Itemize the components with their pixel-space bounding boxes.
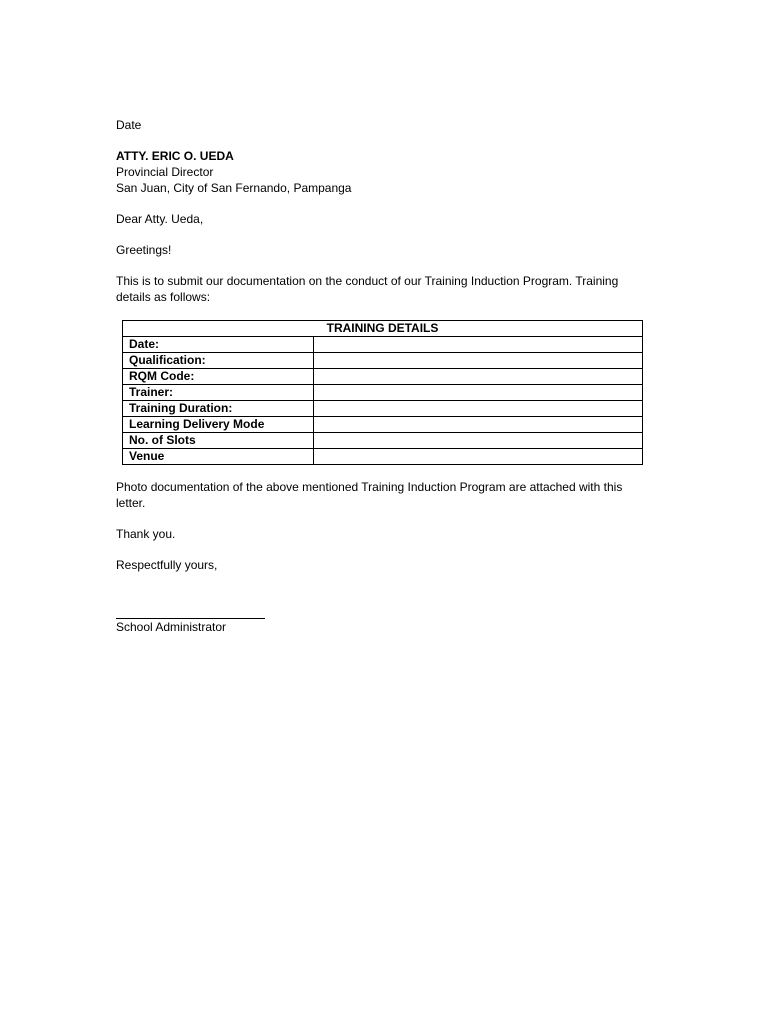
- complimentary-close: Respectfully yours,: [116, 558, 218, 572]
- table-row: [123, 337, 643, 353]
- recipient-position: Provincial Director: [116, 165, 214, 179]
- row-label-date: Date:: [123, 337, 314, 353]
- spacer: [116, 542, 656, 557]
- row-label-rqm-code: RQM Code:: [123, 369, 314, 385]
- table-row: [123, 433, 643, 449]
- spacer: [116, 133, 656, 148]
- date-label: Date: [116, 118, 142, 132]
- row-value-venue: [314, 449, 643, 465]
- intro-paragraph: This is to submit our documentation on the conduct of our Training Induction Program. Training details as follows:: [116, 274, 619, 304]
- greeting: Greetings!: [116, 243, 172, 257]
- spacer: [116, 227, 656, 242]
- letter-page: [116, 117, 656, 635]
- row-value-date: [314, 337, 643, 353]
- signatory-title: School Administrator: [116, 620, 227, 634]
- row-value-qualification: [314, 353, 643, 369]
- table-row: [123, 385, 643, 401]
- row-value-learning-delivery-mode: [314, 417, 643, 433]
- row-label-venue: Venue: [123, 449, 314, 465]
- recipient-name: ATTY. ERIC O. UEDA: [116, 149, 234, 163]
- table-row: [123, 369, 643, 385]
- table-row: [123, 353, 643, 369]
- salutation: Dear Atty. Ueda,: [116, 212, 204, 226]
- spacer: [116, 511, 656, 526]
- row-label-training-duration: Training Duration:: [123, 401, 314, 417]
- spacer: [116, 258, 656, 273]
- table-row: [123, 401, 643, 417]
- table-row: [123, 417, 643, 433]
- row-value-rqm-code: [314, 369, 643, 385]
- row-value-no-of-slots: [314, 433, 643, 449]
- recipient-address: San Juan, City of San Fernando, Pampanga: [116, 181, 352, 195]
- row-label-qualification: Qualification:: [123, 353, 314, 369]
- table-title: TRAINING DETAILS: [123, 321, 643, 337]
- row-value-trainer: [314, 385, 643, 401]
- row-label-no-of-slots: No. of Slots: [123, 433, 314, 449]
- table-row: [123, 449, 643, 465]
- table-header-row: [123, 321, 643, 337]
- spacer: [116, 196, 656, 211]
- training-details-table: [122, 320, 643, 465]
- row-label-learning-delivery-mode: Learning Delivery Mode: [123, 417, 314, 433]
- closing-paragraph: Photo documentation of the above mentioned Training Induction Program are attached with this letter.: [116, 480, 623, 510]
- row-label-trainer: Trainer:: [123, 385, 314, 401]
- row-value-training-duration: [314, 401, 643, 417]
- thanks-line: Thank you.: [116, 527, 176, 541]
